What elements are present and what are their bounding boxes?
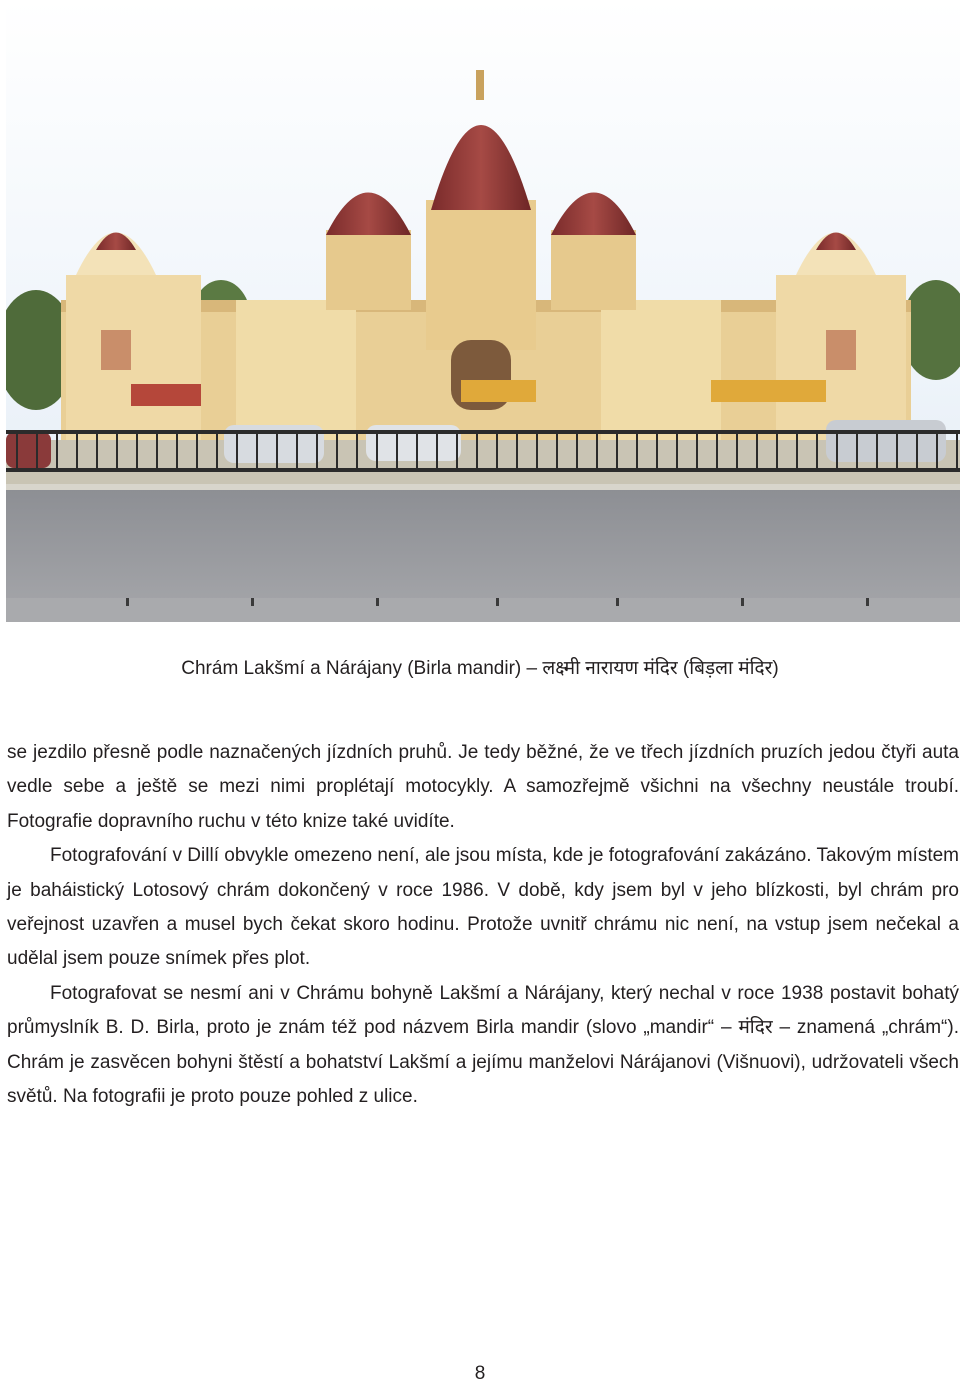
page-number: 8	[474, 1363, 486, 1384]
paragraph-2: Fotografování v Dillí obvykle omezeno není, ale jsou místa, kde je fotografování zakázáno. Takovým místem je baháistický Lotosový chrám dokončený v roce 1986. V době, kdy jsem byl v jeho blízkosti, byl chrám pro veřejnost uzavřen a musel bych čekat skoro hodinu. Protože uvnitř chrámu nic není, na vstup jsem nečekal a udělal jsem pouze snímek přes plot.	[7, 845, 959, 970]
temple-photo-illustration	[6, 0, 960, 622]
paragraph-1: se jezdilo přesně podle naznačených jízdních pruhů. Je tedy běžné, že ve třech jízdních pruzích jedou čtyři auta vedle sebe a ještě se mezi nimi proplétají motocykly. A samozřejmě všichni na všechny neustále troubí. Fotografie dopravního ruchu v této knize také uvidíte.	[7, 742, 959, 832]
figure-caption: Chrám Lakšmí a Nárájany (Birla mandir) – लक्ष्मी नारायण मंदिर (बिड़ला मंदिर)	[181, 658, 779, 679]
temple-photo	[6, 0, 960, 622]
body-text	[7, 736, 959, 1114]
paragraph-3: Fotografovat se nesmí ani v Chrámu bohyně Lakšmí a Nárájany, který nechal v roce 1938 postavit bohatý průmyslník B. D. Birla, proto je znám též pod názvem Birla mandir (slovo „mandir“ – मंदिर – znamená „chrám“). Chrám je zasvěcen bohyni štěstí a bohatství Lakšmí a jejímu manželovi Nárájanovi (Višnuovi), udržovateli všech světů. Na fotografii je proto pouze pohled z ulice.	[7, 982, 959, 1108]
